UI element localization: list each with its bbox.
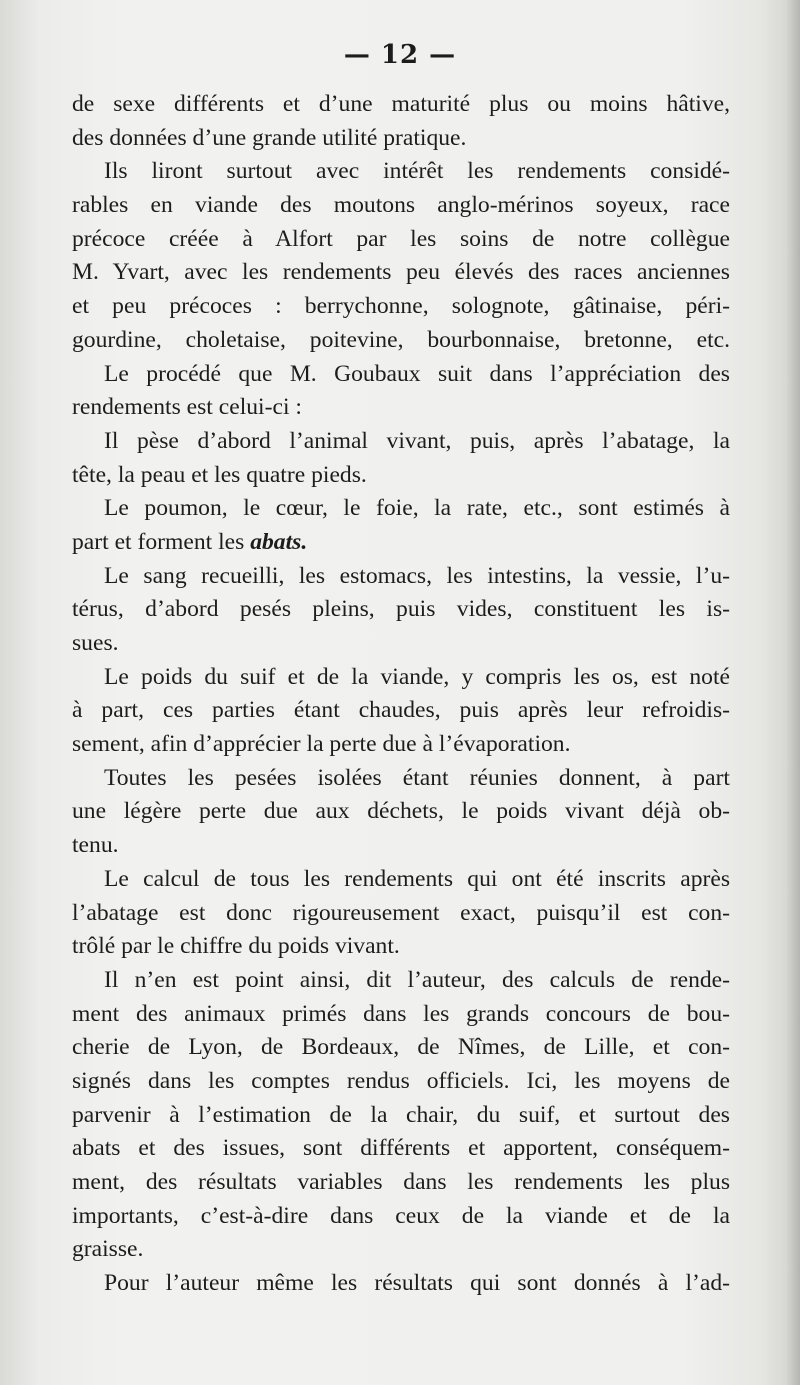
text-line: rables en viande des moutons anglo-mérinos soyeux, race <box>72 192 730 219</box>
text-line: tête, la peau et les quatre pieds. <box>72 461 367 488</box>
text-line: rendements est celui-ci : <box>72 394 302 421</box>
text-line: et peu précoces : berrychonne, solognote, gâtinaise, péri- <box>72 293 730 320</box>
text-line: sement, afin d’apprécier la perte due à l’évaporation. <box>72 731 571 758</box>
italic-term-abats: abats. <box>250 528 308 555</box>
text-line: Il pèse d’abord l’animal vivant, puis, après l’abatage, la <box>104 427 730 454</box>
text-line: des données d’une grande utilité pratique. <box>72 124 467 151</box>
text-line: Le sang recueilli, les estomacs, les intestins, la vessie, l’u- <box>104 562 730 589</box>
text-line: de sexe différents et d’une maturité plus ou moins hâtive, <box>72 91 730 117</box>
text-line <box>72 526 730 560</box>
text-line-segment: part et forment les <box>72 528 251 555</box>
text-line: l’abatage est donc rigoureusement exact, puisqu’il est con- <box>72 899 730 926</box>
text-line: M. Yvart, avec les rendements peu élevés des races anciennes <box>72 259 730 286</box>
text-line: ment, des résultats variables dans les rendements les plus <box>72 1169 730 1195</box>
body-text <box>72 88 730 1301</box>
page-number: — 12 — <box>343 40 457 70</box>
text-line: abats et des issues, sont différents et apportent, conséquem- <box>72 1135 730 1162</box>
text-line: Le poumon, le cœur, le foie, la rate, etc., sont estimés à <box>104 495 730 522</box>
text-line: Le poids du suif et de la viande, y compris les os, est noté <box>104 663 730 690</box>
text-line: graisse. <box>72 1236 144 1263</box>
text-line: Il n’en est point ainsi, dit l’auteur, des calculs de rende- <box>104 966 730 993</box>
text-line: parvenir à l’estimation de la chair, du suif, et surtout des <box>72 1101 730 1128</box>
text-line: cherie de Lyon, de Bordeaux, de Nîmes, de Lille, et con- <box>72 1034 730 1061</box>
text-line: précoce créée à Alfort par les soins de notre collègue <box>72 225 730 252</box>
text-line: trôlé par le chiffre du poids vivant. <box>72 933 400 960</box>
text-line: à part, ces parties étant chaudes, puis après leur refroidis- <box>72 697 730 724</box>
text-line: sues. <box>72 630 119 656</box>
text-line: Toutes les pesées isolées étant réunies donnent, à part <box>104 764 730 791</box>
text-line: Le calcul de tous les rendements qui ont été inscrits après <box>104 865 730 892</box>
text-line: ment des animaux primés dans les grands concours de bou- <box>72 1000 730 1027</box>
text-line: importants, c’est-à-dire dans ceux de la viande et de la <box>72 1202 730 1229</box>
text-line: tenu. <box>72 832 119 859</box>
text-line: Le procédé que M. Goubaux suit dans l’appréciation des <box>104 360 730 387</box>
page-edge-shadow <box>786 0 800 1385</box>
text-line: Pour l’auteur même les résultats qui sont donnés à l’ad- <box>104 1270 730 1297</box>
text-line: gourdine, choletaise, poitevine, bourbonnaise, bretonne, etc. <box>72 326 730 353</box>
text-line: Ils liront surtout avec intérêt les rendements considé- <box>104 158 730 185</box>
text-line: signés dans les comptes rendus officiels. Ici, les moyens de <box>72 1067 730 1094</box>
text-line: térus, d’abord pesés pleins, puis vides, constituent les is- <box>72 596 730 623</box>
text-line: une légère perte due aux déchets, le poids vivant déjà ob- <box>72 798 730 825</box>
